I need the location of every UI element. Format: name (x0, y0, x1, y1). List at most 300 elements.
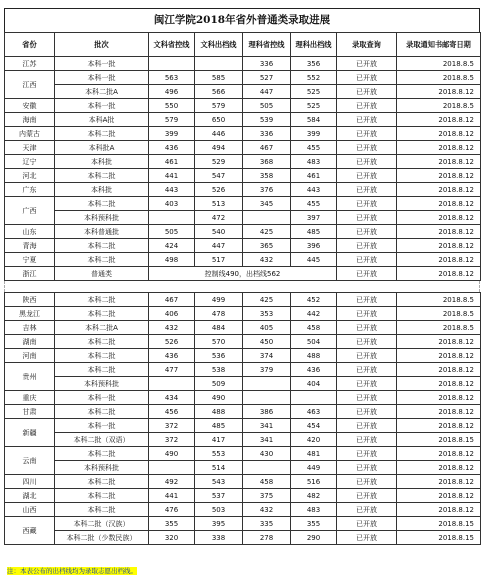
query-status-cell: 已开放 (337, 517, 397, 531)
mail-date-cell: 2018.8.5 (397, 321, 481, 335)
mail-date-cell: 2018.8.12 (397, 183, 481, 197)
table-row (5, 447, 481, 461)
science-control-cell: 386 (243, 405, 291, 419)
mail-date-cell: 2018.8.12 (397, 211, 481, 225)
science-control-cell (243, 461, 291, 475)
batch-cell: 本科二批 (55, 475, 149, 489)
science-control-cell (243, 391, 291, 405)
arts-control-cell: 441 (149, 169, 195, 183)
province-cell: 海南 (5, 113, 55, 127)
batch-cell: 本科二批A (55, 321, 149, 335)
arts-cutoff-cell: 338 (195, 531, 243, 545)
science-cutoff-cell: 483 (291, 155, 337, 169)
table-row (5, 321, 481, 335)
arts-control-cell: 403 (149, 197, 195, 211)
table-row (5, 127, 481, 141)
arts-control-cell (149, 377, 195, 391)
arts-cutoff-cell: 540 (195, 225, 243, 239)
province-cell: 江西 (5, 71, 55, 99)
table-row (5, 307, 481, 321)
batch-cell: 本科二批 (55, 335, 149, 349)
query-status-cell: 已开放 (337, 113, 397, 127)
science-cutoff-cell: 488 (291, 349, 337, 363)
query-status-cell: 已开放 (337, 503, 397, 517)
arts-control-cell: 399 (149, 127, 195, 141)
table-row (5, 169, 481, 183)
science-control-cell (243, 211, 291, 225)
arts-cutoff-cell: 547 (195, 169, 243, 183)
arts-control-cell (149, 461, 195, 475)
science-control-cell: 379 (243, 363, 291, 377)
science-cutoff-cell: 481 (291, 447, 337, 461)
province-cell: 青海 (5, 239, 55, 253)
table-row (5, 419, 481, 433)
arts-cutoff-cell: 566 (195, 85, 243, 99)
arts-cutoff-cell: 488 (195, 405, 243, 419)
batch-cell: 本科二批（汉族） (55, 517, 149, 531)
table-row (5, 253, 481, 267)
batch-cell: 本科预科批 (55, 461, 149, 475)
arts-cutoff-cell: 509 (195, 377, 243, 391)
batch-cell: 本科二批 (55, 293, 149, 307)
batch-cell: 本科预科批 (55, 377, 149, 391)
arts-control-cell: 436 (149, 141, 195, 155)
province-cell: 陕西 (5, 293, 55, 307)
table-row (5, 405, 481, 419)
arts-control-cell: 467 (149, 293, 195, 307)
table-row (5, 85, 481, 99)
batch-cell: 本科一批 (55, 57, 149, 71)
query-status-cell: 已开放 (337, 419, 397, 433)
mail-date-cell: 2018.8.5 (397, 99, 481, 113)
mail-date-cell: 2018.8.12 (397, 197, 481, 211)
batch-cell: 本科二批 (55, 489, 149, 503)
arts-control-cell: 550 (149, 99, 195, 113)
science-cutoff-cell (291, 391, 337, 405)
mail-date-cell: 2018.8.12 (397, 489, 481, 503)
batch-cell: 本科A批 (55, 113, 149, 127)
arts-control-cell: 526 (149, 335, 195, 349)
science-control-cell: 335 (243, 517, 291, 531)
arts-control-cell: 443 (149, 183, 195, 197)
science-cutoff-cell: 455 (291, 197, 337, 211)
query-status-cell: 已开放 (337, 447, 397, 461)
page-break-gap (4, 281, 480, 292)
science-control-cell: 458 (243, 475, 291, 489)
query-status-cell: 已开放 (337, 169, 397, 183)
arts-cutoff-cell: 484 (195, 321, 243, 335)
query-status-cell: 已开放 (337, 475, 397, 489)
mail-date-cell: 2018.8.12 (397, 503, 481, 517)
science-cutoff-cell: 442 (291, 307, 337, 321)
query-status-cell: 已开放 (337, 99, 397, 113)
science-control-cell: 432 (243, 253, 291, 267)
batch-cell: 本科二批 (55, 239, 149, 253)
province-cell: 四川 (5, 475, 55, 489)
science-cutoff-cell: 482 (291, 489, 337, 503)
admission-sheet (4, 8, 480, 545)
arts-control-cell: 372 (149, 433, 195, 447)
science-control-cell: 467 (243, 141, 291, 155)
sheet-title: 闽江学院2018年省外普通类录取进展 (4, 8, 480, 32)
science-control-cell: 539 (243, 113, 291, 127)
arts-control-cell: 436 (149, 349, 195, 363)
footnote-text: 注：本表公布的出档线均为录取志愿出档线。 (7, 567, 137, 575)
arts-control-cell: 461 (149, 155, 195, 169)
batch-cell: 本科二批 (55, 169, 149, 183)
query-status-cell: 已开放 (337, 71, 397, 85)
mail-date-cell: 2018.8.12 (397, 169, 481, 183)
science-cutoff-cell: 404 (291, 377, 337, 391)
mail-date-cell: 2018.8.12 (397, 335, 481, 349)
science-control-cell: 336 (243, 57, 291, 71)
arts-control-cell: 434 (149, 391, 195, 405)
science-cutoff-cell: 452 (291, 293, 337, 307)
mail-date-cell: 2018.8.12 (397, 447, 481, 461)
query-status-cell: 已开放 (337, 461, 397, 475)
batch-cell: 本科二批 (55, 253, 149, 267)
mail-date-cell: 2018.8.12 (397, 85, 481, 99)
mail-date-cell: 2018.8.12 (397, 127, 481, 141)
mail-date-cell: 2018.8.12 (397, 155, 481, 169)
arts-control-cell: 505 (149, 225, 195, 239)
table-row (5, 461, 481, 475)
mail-date-cell: 2018.8.12 (397, 253, 481, 267)
mail-date-cell: 2018.8.5 (397, 57, 481, 71)
arts-cutoff-cell: 526 (195, 183, 243, 197)
table-row (5, 211, 481, 225)
mail-date-cell: 2018.8.12 (397, 419, 481, 433)
province-cell: 天津 (5, 141, 55, 155)
table-row (5, 391, 481, 405)
table-row (5, 489, 481, 503)
mail-date-cell: 2018.8.15 (397, 517, 481, 531)
arts-control-cell: 563 (149, 71, 195, 85)
header-science-control: 理科省控线 (243, 33, 291, 57)
query-status-cell: 已开放 (337, 85, 397, 99)
province-cell: 新疆 (5, 419, 55, 447)
science-control-cell: 374 (243, 349, 291, 363)
arts-control-cell: 441 (149, 489, 195, 503)
batch-cell: 本科二批 (55, 307, 149, 321)
science-control-cell: 405 (243, 321, 291, 335)
header-arts-control: 文科省控线 (149, 33, 195, 57)
arts-cutoff-cell: 447 (195, 239, 243, 253)
science-cutoff-cell: 483 (291, 503, 337, 517)
province-cell: 江苏 (5, 57, 55, 71)
arts-control-cell (149, 57, 195, 71)
science-control-cell: 430 (243, 447, 291, 461)
province-cell: 山东 (5, 225, 55, 239)
query-status-cell: 已开放 (337, 197, 397, 211)
header-mail-date: 录取通知书邮寄日期 (397, 33, 481, 57)
table-row (5, 71, 481, 85)
province-cell: 河北 (5, 169, 55, 183)
arts-cutoff-cell: 417 (195, 433, 243, 447)
science-cutoff-cell: 445 (291, 253, 337, 267)
table-row (5, 57, 481, 71)
science-cutoff-cell: 396 (291, 239, 337, 253)
province-cell: 内蒙古 (5, 127, 55, 141)
science-cutoff-cell: 397 (291, 211, 337, 225)
table-row (5, 503, 481, 517)
arts-control-cell: 424 (149, 239, 195, 253)
query-status-cell: 已开放 (337, 239, 397, 253)
batch-cell: 本科二批 (55, 405, 149, 419)
table-row (5, 433, 481, 447)
arts-cutoff-cell: 536 (195, 349, 243, 363)
arts-cutoff-cell: 538 (195, 363, 243, 377)
province-cell: 浙江 (5, 267, 55, 281)
table-row (5, 349, 481, 363)
science-control-cell: 341 (243, 419, 291, 433)
query-status-cell: 已开放 (337, 253, 397, 267)
science-cutoff-cell: 525 (291, 99, 337, 113)
science-control-cell: 345 (243, 197, 291, 211)
arts-cutoff-cell: 537 (195, 489, 243, 503)
mail-date-cell: 2018.8.12 (397, 405, 481, 419)
query-status-cell: 已开放 (337, 363, 397, 377)
mail-date-cell: 2018.8.12 (397, 391, 481, 405)
arts-control-cell: 406 (149, 307, 195, 321)
batch-cell: 本科批A (55, 141, 149, 155)
table-row (5, 197, 481, 211)
query-status-cell: 已开放 (337, 307, 397, 321)
batch-cell: 本科一批 (55, 71, 149, 85)
header-arts-cutoff: 文科出档线 (195, 33, 243, 57)
science-cutoff-cell: 516 (291, 475, 337, 489)
batch-cell: 本科批 (55, 183, 149, 197)
batch-cell: 普通类 (55, 267, 149, 281)
batch-cell: 本科二批（少数民族） (55, 531, 149, 545)
science-cutoff-cell: 525 (291, 85, 337, 99)
province-cell: 辽宁 (5, 155, 55, 169)
science-control-cell: 336 (243, 127, 291, 141)
arts-control-cell: 432 (149, 321, 195, 335)
arts-control-cell: 498 (149, 253, 195, 267)
arts-cutoff-cell: 517 (195, 253, 243, 267)
arts-control-cell: 477 (149, 363, 195, 377)
science-control-cell: 447 (243, 85, 291, 99)
query-status-cell: 已开放 (337, 349, 397, 363)
query-status-cell: 已开放 (337, 225, 397, 239)
batch-cell: 本科预科批 (55, 211, 149, 225)
mail-date-cell: 2018.8.12 (397, 377, 481, 391)
query-status-cell: 已开放 (337, 489, 397, 503)
header-row (5, 33, 481, 57)
footnote (4, 566, 480, 577)
header-query: 录取查询 (337, 33, 397, 57)
header-province: 省份 (5, 33, 55, 57)
table-row (5, 335, 481, 349)
science-cutoff-cell: 449 (291, 461, 337, 475)
table-row (5, 141, 481, 155)
table-row (5, 113, 481, 127)
arts-cutoff-cell: 446 (195, 127, 243, 141)
query-status-cell: 已开放 (337, 391, 397, 405)
mail-date-cell: 2018.8.12 (397, 239, 481, 253)
table-row (5, 363, 481, 377)
arts-cutoff-cell: 543 (195, 475, 243, 489)
arts-cutoff-cell: 570 (195, 335, 243, 349)
mail-date-cell: 2018.8.12 (397, 267, 481, 281)
table-row (5, 155, 481, 169)
query-status-cell: 已开放 (337, 433, 397, 447)
arts-control-cell: 372 (149, 419, 195, 433)
query-status-cell: 已开放 (337, 335, 397, 349)
arts-cutoff-cell: 650 (195, 113, 243, 127)
header-science-cutoff: 理科出档线 (291, 33, 337, 57)
science-control-cell: 375 (243, 489, 291, 503)
table-row (5, 531, 481, 545)
science-control-cell: 425 (243, 293, 291, 307)
province-cell: 湖南 (5, 335, 55, 349)
batch-cell: 本科二批 (55, 447, 149, 461)
query-status-cell: 已开放 (337, 211, 397, 225)
science-control-cell: 527 (243, 71, 291, 85)
science-cutoff-cell: 454 (291, 419, 337, 433)
science-control-cell: 358 (243, 169, 291, 183)
mail-date-cell: 2018.8.12 (397, 113, 481, 127)
science-cutoff-cell: 552 (291, 71, 337, 85)
science-cutoff-cell: 290 (291, 531, 337, 545)
arts-cutoff-cell: 478 (195, 307, 243, 321)
top-table (4, 32, 481, 281)
science-control-cell: 376 (243, 183, 291, 197)
arts-control-cell: 490 (149, 447, 195, 461)
science-cutoff-cell: 355 (291, 517, 337, 531)
batch-cell: 本科二批 (55, 503, 149, 517)
batch-cell: 本科一批 (55, 391, 149, 405)
batch-cell: 本科二批A (55, 85, 149, 99)
science-cutoff-cell: 458 (291, 321, 337, 335)
query-status-cell: 已开放 (337, 377, 397, 391)
batch-cell: 本科一批 (55, 419, 149, 433)
province-cell: 河南 (5, 349, 55, 363)
province-cell: 广西 (5, 197, 55, 225)
science-cutoff-cell: 485 (291, 225, 337, 239)
science-control-cell: 368 (243, 155, 291, 169)
arts-cutoff-cell: 513 (195, 197, 243, 211)
mail-date-cell: 2018.8.5 (397, 293, 481, 307)
batch-cell: 本科二批 (55, 127, 149, 141)
province-cell: 黑龙江 (5, 307, 55, 321)
mail-date-cell: 2018.8.12 (397, 461, 481, 475)
mail-date-cell: 2018.8.12 (397, 363, 481, 377)
arts-cutoff-cell: 553 (195, 447, 243, 461)
query-status-cell: 已开放 (337, 321, 397, 335)
science-control-cell: 425 (243, 225, 291, 239)
table-row (5, 225, 481, 239)
science-control-cell: 341 (243, 433, 291, 447)
arts-cutoff-cell: 514 (195, 461, 243, 475)
science-cutoff-cell: 463 (291, 405, 337, 419)
table-row (5, 293, 481, 307)
query-status-cell: 已开放 (337, 57, 397, 71)
mail-date-cell: 2018.8.12 (397, 475, 481, 489)
table-row-zhejiang (5, 267, 481, 281)
science-control-cell: 432 (243, 503, 291, 517)
query-status-cell: 已开放 (337, 531, 397, 545)
science-cutoff-cell: 443 (291, 183, 337, 197)
batch-cell: 本科一批 (55, 99, 149, 113)
arts-cutoff-cell: 494 (195, 141, 243, 155)
arts-cutoff-cell: 472 (195, 211, 243, 225)
mail-date-cell: 2018.8.12 (397, 225, 481, 239)
science-cutoff-cell: 436 (291, 363, 337, 377)
table-row (5, 183, 481, 197)
science-control-cell: 505 (243, 99, 291, 113)
arts-cutoff-cell: 395 (195, 517, 243, 531)
batch-cell: 本科二批 (55, 363, 149, 377)
science-cutoff-cell: 420 (291, 433, 337, 447)
province-cell: 宁夏 (5, 253, 55, 267)
merged-score-cell: 控制线490，出档线562 (149, 267, 337, 281)
table-row (5, 517, 481, 531)
bottom-table (4, 292, 481, 545)
arts-control-cell: 456 (149, 405, 195, 419)
batch-cell: 本科二批 (55, 197, 149, 211)
table-row (5, 377, 481, 391)
arts-control-cell (149, 211, 195, 225)
batch-cell: 本科二批（双语） (55, 433, 149, 447)
science-cutoff-cell: 455 (291, 141, 337, 155)
arts-cutoff-cell (195, 57, 243, 71)
science-cutoff-cell: 356 (291, 57, 337, 71)
arts-cutoff-cell: 490 (195, 391, 243, 405)
mail-date-cell: 2018.8.5 (397, 71, 481, 85)
arts-control-cell: 476 (149, 503, 195, 517)
science-control-cell: 353 (243, 307, 291, 321)
query-status-cell: 已开放 (337, 267, 397, 281)
query-status-cell: 已开放 (337, 155, 397, 169)
mail-date-cell: 2018.8.12 (397, 349, 481, 363)
science-control-cell: 450 (243, 335, 291, 349)
science-control-cell: 365 (243, 239, 291, 253)
table-row (5, 239, 481, 253)
province-cell: 吉林 (5, 321, 55, 335)
science-cutoff-cell: 584 (291, 113, 337, 127)
table-row (5, 475, 481, 489)
mail-date-cell: 2018.8.5 (397, 307, 481, 321)
arts-control-cell: 320 (149, 531, 195, 545)
mail-date-cell: 2018.8.15 (397, 531, 481, 545)
province-cell: 安徽 (5, 99, 55, 113)
batch-cell: 本科普通批 (55, 225, 149, 239)
batch-cell: 本科二批 (55, 349, 149, 363)
province-cell: 甘肃 (5, 405, 55, 419)
science-cutoff-cell: 399 (291, 127, 337, 141)
arts-cutoff-cell: 579 (195, 99, 243, 113)
arts-cutoff-cell: 499 (195, 293, 243, 307)
province-cell: 湖北 (5, 489, 55, 503)
mail-date-cell: 2018.8.15 (397, 433, 481, 447)
query-status-cell: 已开放 (337, 405, 397, 419)
arts-cutoff-cell: 503 (195, 503, 243, 517)
table-row (5, 99, 481, 113)
province-cell: 西藏 (5, 517, 55, 545)
science-control-cell (243, 377, 291, 391)
arts-control-cell: 579 (149, 113, 195, 127)
science-control-cell: 278 (243, 531, 291, 545)
arts-control-cell: 496 (149, 85, 195, 99)
header-batch: 批次 (55, 33, 149, 57)
science-cutoff-cell: 461 (291, 169, 337, 183)
arts-control-cell: 355 (149, 517, 195, 531)
arts-cutoff-cell: 585 (195, 71, 243, 85)
province-cell: 云南 (5, 447, 55, 475)
query-status-cell: 已开放 (337, 127, 397, 141)
